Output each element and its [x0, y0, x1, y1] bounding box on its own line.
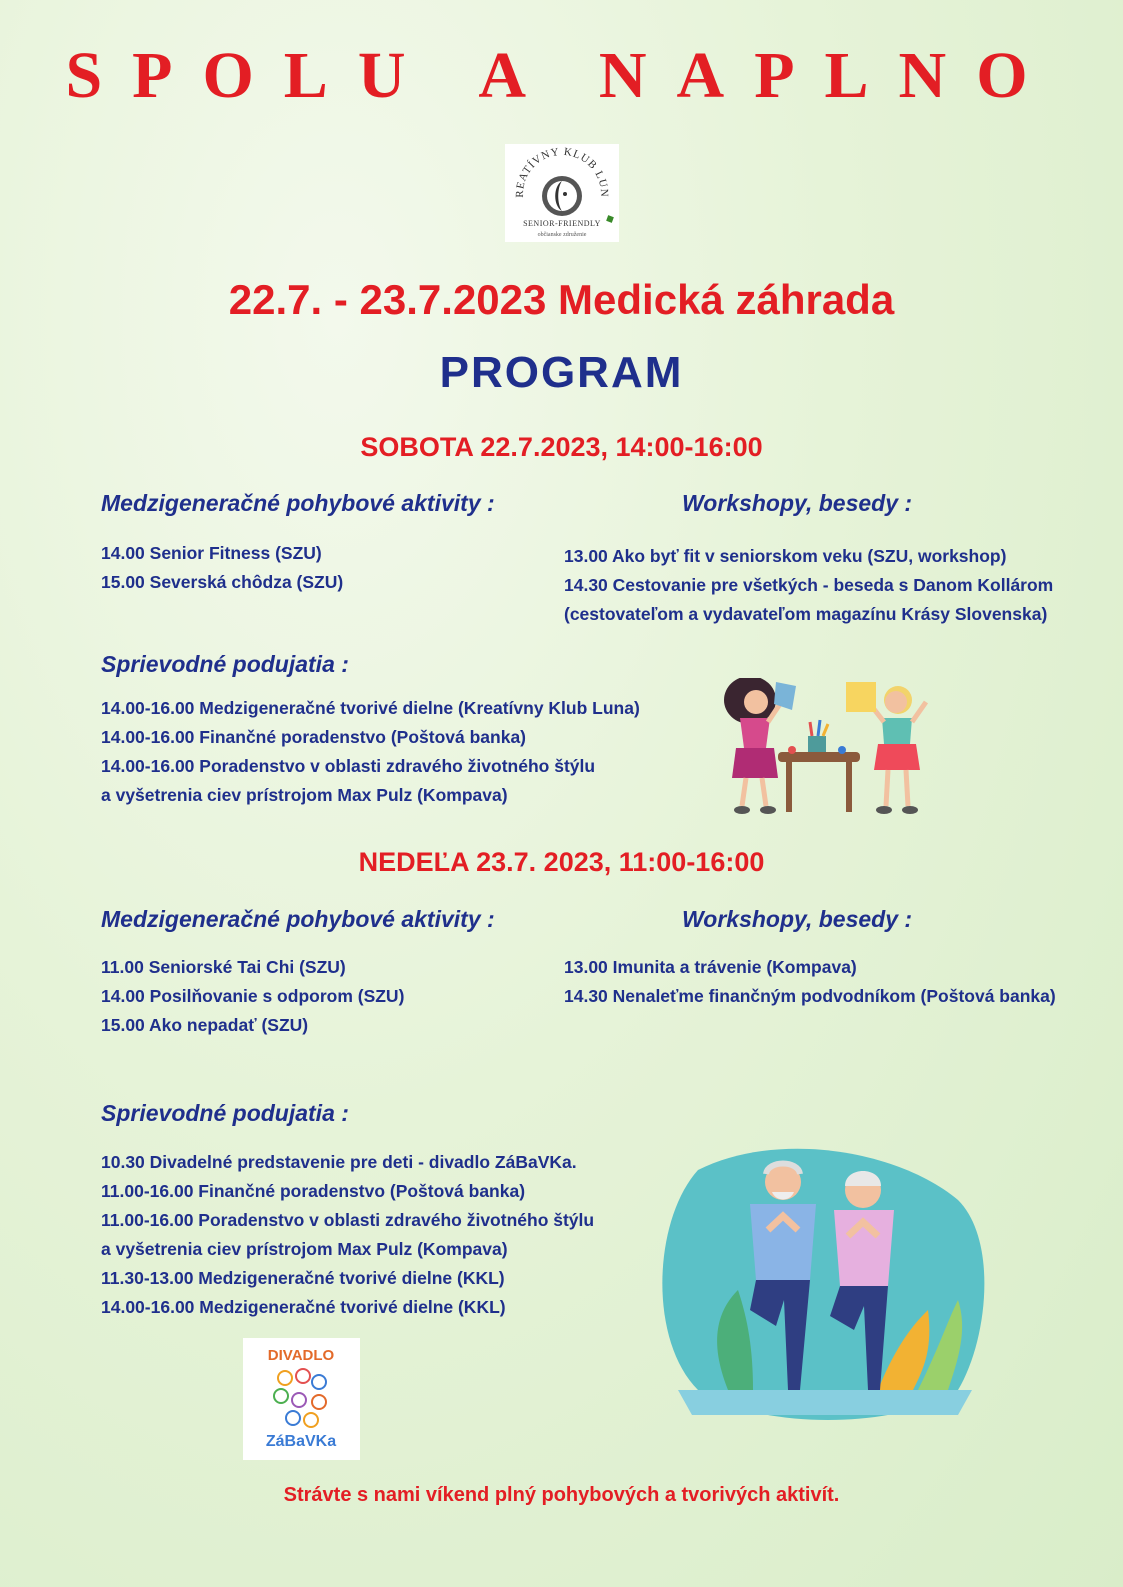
sunday-activities-heading: Medzigeneračné pohybové aktivity :	[101, 906, 495, 932]
program-heading: PROGRAM	[439, 348, 684, 397]
list-item: 11.30-13.00 Medzigeneračné tvorivé dielne (KKL)	[101, 1268, 505, 1288]
sunday-workshops-heading: Workshopy, besedy :	[682, 906, 913, 932]
seniors-yoga-illustration	[658, 1140, 992, 1424]
list-item: 14.00-16.00 Medzigeneračné tvorivé dielne (Kreatívny Klub Luna)	[101, 698, 640, 718]
zabavka-line1: DIVADLO	[267, 1347, 335, 1364]
list-item: 14.00 Senior Fitness (SZU)	[101, 543, 322, 563]
list-item: 11.00-16.00 Poradenstvo v oblasti zdravého životného štýlu	[101, 1210, 595, 1230]
list-item: a vyšetrenia ciev prístrojom Max Pulz (Kompava)	[101, 785, 508, 805]
sunday-events-heading: Sprievodné podujatia :	[101, 1100, 349, 1126]
saturday-workshops-heading: Workshopy, besedy :	[682, 490, 913, 516]
sunday-activities-list	[101, 953, 404, 1040]
logo-arc-text: REATÍVNY KLUB LUN	[513, 145, 611, 198]
list-item: 11.00-16.00 Finančné poradenstvo (Poštová banka)	[101, 1181, 526, 1201]
logo-senior-friendly: SENIOR-FRIENDLY	[523, 219, 601, 228]
saturday-workshops-list	[564, 542, 1053, 629]
zabavka-line2: ZáBaVKa	[265, 1433, 337, 1450]
list-item: 14.00-16.00 Finančné poradenstvo (Poštová banka)	[101, 727, 527, 747]
sunday-events-list	[101, 1148, 594, 1322]
list-item: 14.30 Nenaleťme finančným podvodníkom (Poštová banka)	[564, 986, 1056, 1006]
list-item: 14.00-16.00 Medzigeneračné tvorivé dielne (KKL)	[101, 1297, 506, 1317]
list-item: (cestovateľom a vydavateľom magazínu Krásy Slovenska)	[564, 604, 1048, 624]
children-crafting-illustration	[712, 678, 940, 824]
list-item: 15.00 Ako nepadať (SZU)	[101, 1015, 309, 1035]
list-item: a vyšetrenia ciev prístrojom Max Pulz (Kompava)	[101, 1239, 508, 1259]
club-logo-graphic	[505, 144, 619, 242]
poster-title: SPOLU A NAPLNO	[65, 39, 1058, 112]
saturday-activities-list	[101, 539, 343, 597]
saturday-title: SOBOTA 22.7.2023, 14:00-16:00	[360, 432, 763, 462]
list-item: 10.30 Divadelné predstavenie pre deti - divadlo ZáBaVKa.	[101, 1152, 577, 1172]
saturday-events-list	[101, 694, 640, 810]
list-item: 14.00 Posilňovanie s odporom (SZU)	[101, 986, 405, 1006]
list-item: 13.00 Imunita a trávenie (Kompava)	[564, 957, 857, 977]
list-item: 15.00 Severská chôdza (SZU)	[101, 572, 344, 592]
saturday-events-heading: Sprievodné podujatia :	[101, 651, 349, 677]
saturday-activities-heading: Medzigeneračné pohybové aktivity :	[101, 490, 495, 516]
logo-association: občianske združenie	[537, 232, 587, 238]
divadlo-zabavka-logo	[243, 1338, 360, 1460]
sunday-workshops-list	[564, 953, 1056, 1011]
list-item: 11.00 Seniorské Tai Chi (SZU)	[101, 957, 346, 977]
event-date-place: 22.7. - 23.7.2023 Medická záhrada	[228, 276, 895, 323]
list-item: 14.00-16.00 Poradenstvo v oblasti zdravého životného štýlu	[101, 756, 596, 776]
footer-tagline: Strávte s nami víkend plný pohybových a tvorivých aktivít.	[283, 1484, 840, 1506]
club-logo	[505, 144, 619, 242]
list-item: 13.00 Ako byť fit v seniorskom veku (SZU, workshop)	[564, 546, 1007, 566]
sunday-title: NEDEĽA 23.7. 2023, 11:00-16:00	[358, 847, 765, 877]
list-item: 14.30 Cestovanie pre všetkých - beseda s Danom Kollárom	[564, 575, 1054, 595]
